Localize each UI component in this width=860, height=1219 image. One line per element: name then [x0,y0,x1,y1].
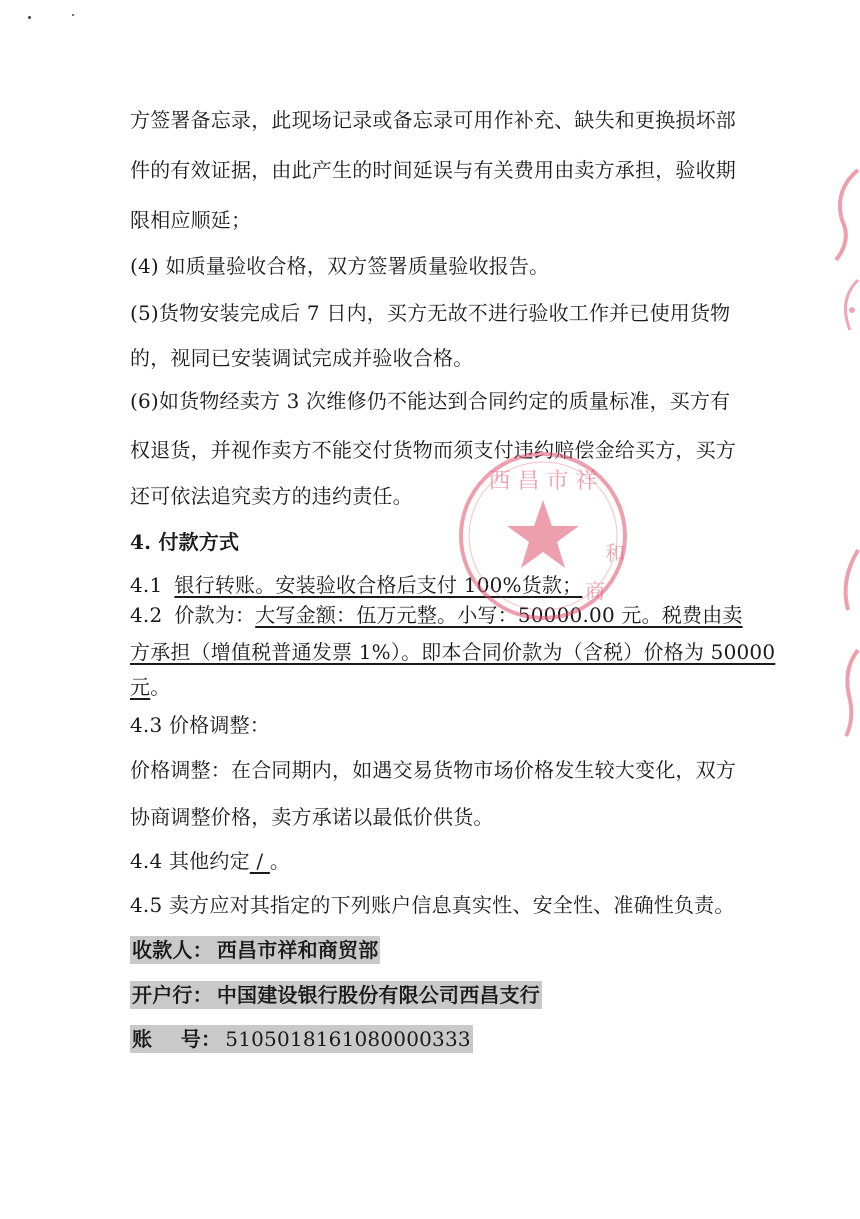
account-label: 账 号： [132,1027,222,1051]
account-row [130,1025,740,1053]
scan-speck [28,16,31,19]
payee-label: 收款人： [132,938,213,962]
body-line-1: 方签署备忘录，此现场记录或备忘录可用作补充、缺失和更换损坏部 [130,108,736,132]
body-line-2: 件的有效证据，由此产生的时间延误与有关费用由卖方承担，验收期 [130,158,736,182]
clause-4-2-line-3 [130,673,740,701]
payment-method-text: 银行转账。安装验收合格后支付 100%货款； [174,573,583,597]
other-terms-label: 4.4 其他约定 [130,849,250,873]
svg-text:商: 商 [585,579,605,603]
price-amount-line-2: 方承担（增值税普通发票 1%）。即本合同价款为（含税）价格为 50000 [130,640,776,664]
clause-4-2-line-1 [130,601,743,629]
price-amount-line-3: 元 [130,675,151,699]
scan-speck [72,14,74,16]
clause-6-line-2: 权退货，并视作卖方不能交付货物而须支付违约赔偿金给买方，买方 [130,438,736,462]
clause-4-5: 4.5 卖方应对其指定的下列账户信息真实性、安全性、准确性负责。 [130,893,735,917]
bank-name: 中国建设银行股份有限公司西昌支行 [216,983,541,1007]
bank-row [130,981,740,1009]
partial-seal-edge [832,540,860,740]
clause-4-2-line-2 [130,638,776,666]
clause-number: 4.1 [130,573,163,597]
partial-seal-edge [828,160,860,350]
bank-label: 开户行： [132,983,213,1007]
account-number: 5105018161080000333 [225,1027,471,1051]
clause-6-line-1: (6)如货物经卖方 3 次维修仍不能达到合同约定的质量标准，买方有 [130,389,731,413]
clause-number: 4.2 [130,603,163,627]
clause-6-line-3: 还可依法追究卖方的违约责任。 [130,484,413,508]
clause-4-3: 4.3 价格调整： [130,713,270,737]
clause-4: (4) 如质量验收合格，双方签署质量验收报告。 [130,254,550,278]
period: 。 [269,849,291,873]
other-terms-value: / [249,849,270,873]
clause-4-1 [130,571,740,599]
clause-5-line-2: 的，视同已安装调试完成并验收合格。 [130,346,474,370]
svg-text:和: 和 [605,541,625,565]
price-amount-line-1: 大写金额：伍万元整。小写：50000.00 元。税费由卖 [255,603,743,627]
body-line-3: 限相应顺延； [130,208,252,232]
clause-4-3-body-1: 价格调整：在合同期内，如遇交易货物市场价格发生较大变化，双方 [130,758,736,782]
clause-4-3-body-2: 协商调整价格，卖方承诺以最低价供货。 [130,805,494,829]
payee-name: 西昌市祥和商贸部 [216,938,379,962]
period: 。 [150,675,171,699]
section-heading-payment: 4. 付款方式 [130,530,240,554]
svg-text:西 昌 市 祥: 西 昌 市 祥 [488,469,598,494]
payee-row [130,936,740,964]
clause-5-line-1: (5)货物安装完成后 7 日内，买方无故不进行验收工作并已使用货物 [130,301,731,325]
clause-4-4 [130,847,740,875]
price-label: 价款为： [174,603,256,627]
